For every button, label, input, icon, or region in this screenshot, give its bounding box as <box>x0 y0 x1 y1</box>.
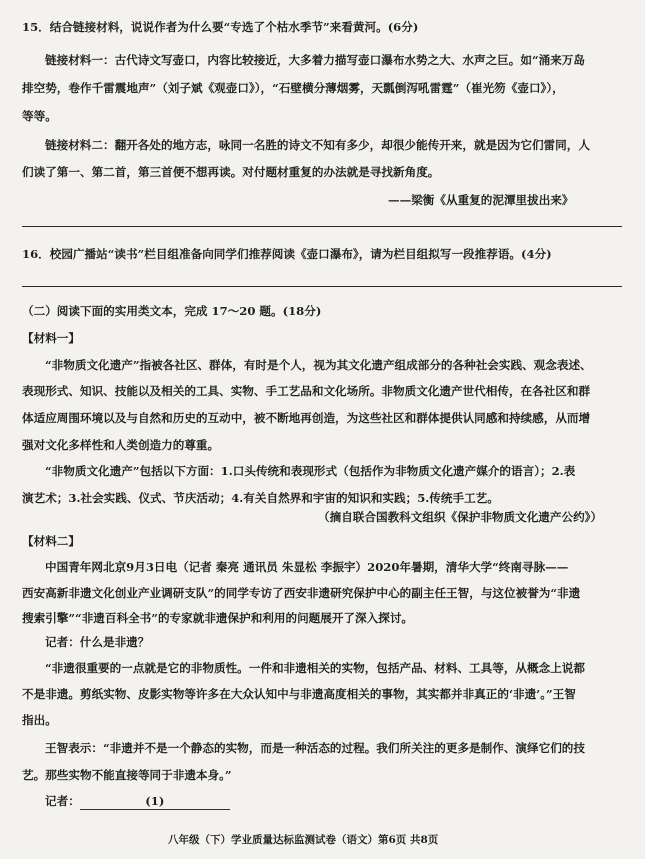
question-16: 16．校园广播站“读书”栏目组准备向同学们推荐阅读《壶口瀑布》，请为栏目组拟写一段推荐语。(4分) <box>22 247 552 261</box>
material-1-text: 体适应周围环境以及与自然和历史的互动中，被不断地再创造，为这些社区和群体提供认同感和持续感，从而增 <box>22 411 591 425</box>
page-footer: 八年级（下）学业质量达标监测试卷（语文）第6页 共8页 <box>168 834 439 846</box>
material-2-text: 王智表示：“非遗并不是一个静态的实物，而是一种活态的过程。我们所关注的更多是制作、演绎它们的技 <box>45 741 585 755</box>
material-1-source: （摘自联合国教科文组织《保护非物质文化遗产公约》） <box>318 510 603 524</box>
answer-line <box>22 226 622 227</box>
blank-1[interactable]: (1) <box>80 793 230 810</box>
link-material-1-line-2: 排空势，卷作千雷震地声”（刘子斌《观壶口》），“石壁横分薄烟雾，天瓢倒泻吼雷霆”（崔光笏《壶口》）， <box>22 81 564 95</box>
reporter-answer-blank: 记者： (1) <box>45 793 230 810</box>
material-1-text: “非物质文化遗产”指被各社区、群体，有时是个人，视为其文化遗产组成部分的各种社会实践、观念表述、 <box>45 358 592 372</box>
material-1-text: 表现形式、知识、技能以及相关的工具、实物、手工艺品和文化场所。非物质文化遗产世代相传，在各社区和群 <box>22 384 591 398</box>
material-1-label: 【材料一】 <box>22 331 80 345</box>
material-1-text: 强对文化多样性和人类创造力的尊重。 <box>22 438 220 452</box>
section-2-heading: （二）阅读下面的实用类文本，完成 17～20 题。(18分) <box>22 304 322 318</box>
reporter-question: 记者：什么是非遗？ <box>45 635 150 649</box>
material-2-text: 中国青年网北京9月3日电（记者 秦亮 通讯员 朱显松 李振宇）2020年暑期，清华大学“终南寻脉—— <box>45 560 569 574</box>
answer-line <box>22 286 622 287</box>
material-2-text: “非遗很重要的一点就是它的非物质性。一件和非遗相关的实物，包括产品、材料、工具等，从概念上说都 <box>45 661 585 675</box>
link-material-1-line-1: 链接材料一：古代诗文写壶口，内容比较接近，大多着力描写壶口瀑布水势之大、水声之巨。如“涌来万岛 <box>45 53 585 67</box>
material-2-text: 西安高新非遗文化创业产业调研支队”的同学专访了西安非遗研究保护中心的副主任王智，与这位被誉为“非遗 <box>22 586 581 600</box>
question-15: 15．结合链接材料，说说作者为什么要“专选了个枯水季节”来看黄河。(6分) <box>22 20 419 34</box>
material-2-text: 搜索引擎”“非遗百科全书”的专家就非遗保护和利用的问题展开了深入探讨。 <box>22 611 414 625</box>
link-material-2-line-2: 们读了第一、第二首，第三首便不想再读。对付题材重复的办法就是寻找新角度。 <box>22 165 440 179</box>
material-2-text: 不是非遗。剪纸实物、皮影实物等许多在大众认知中与非遗高度相关的事物，其实都并非真正的‘非遗’。”王智 <box>22 687 576 701</box>
material-2-label: 【材料二】 <box>22 534 80 548</box>
material-1-text: 演艺术；3.社会实践、仪式、节庆活动；4.有关自然界和宇宙的知识和实践；5.传统手工艺。 <box>22 491 499 505</box>
material-2-text: 艺。那些实物不能直接等同于非遗本身。” <box>22 768 232 782</box>
link-material-2-line-1: 链接材料二：翻开各处的地方志，咏同一名胜的诗文不知有多少，却很少能传开来，就是因为它们雷同，人 <box>45 138 590 152</box>
material-2-text: 指出。 <box>22 713 57 727</box>
link-material-1-line-3: 等等。 <box>22 109 57 123</box>
attribution: ——梁衡《从重复的泥潭里拔出来》 <box>388 193 574 207</box>
material-1-text: “非物质文化遗产”包括以下方面：1.口头传统和表现形式（包括作为非物质文化遗产媒介的语言）；2.表 <box>45 464 576 478</box>
